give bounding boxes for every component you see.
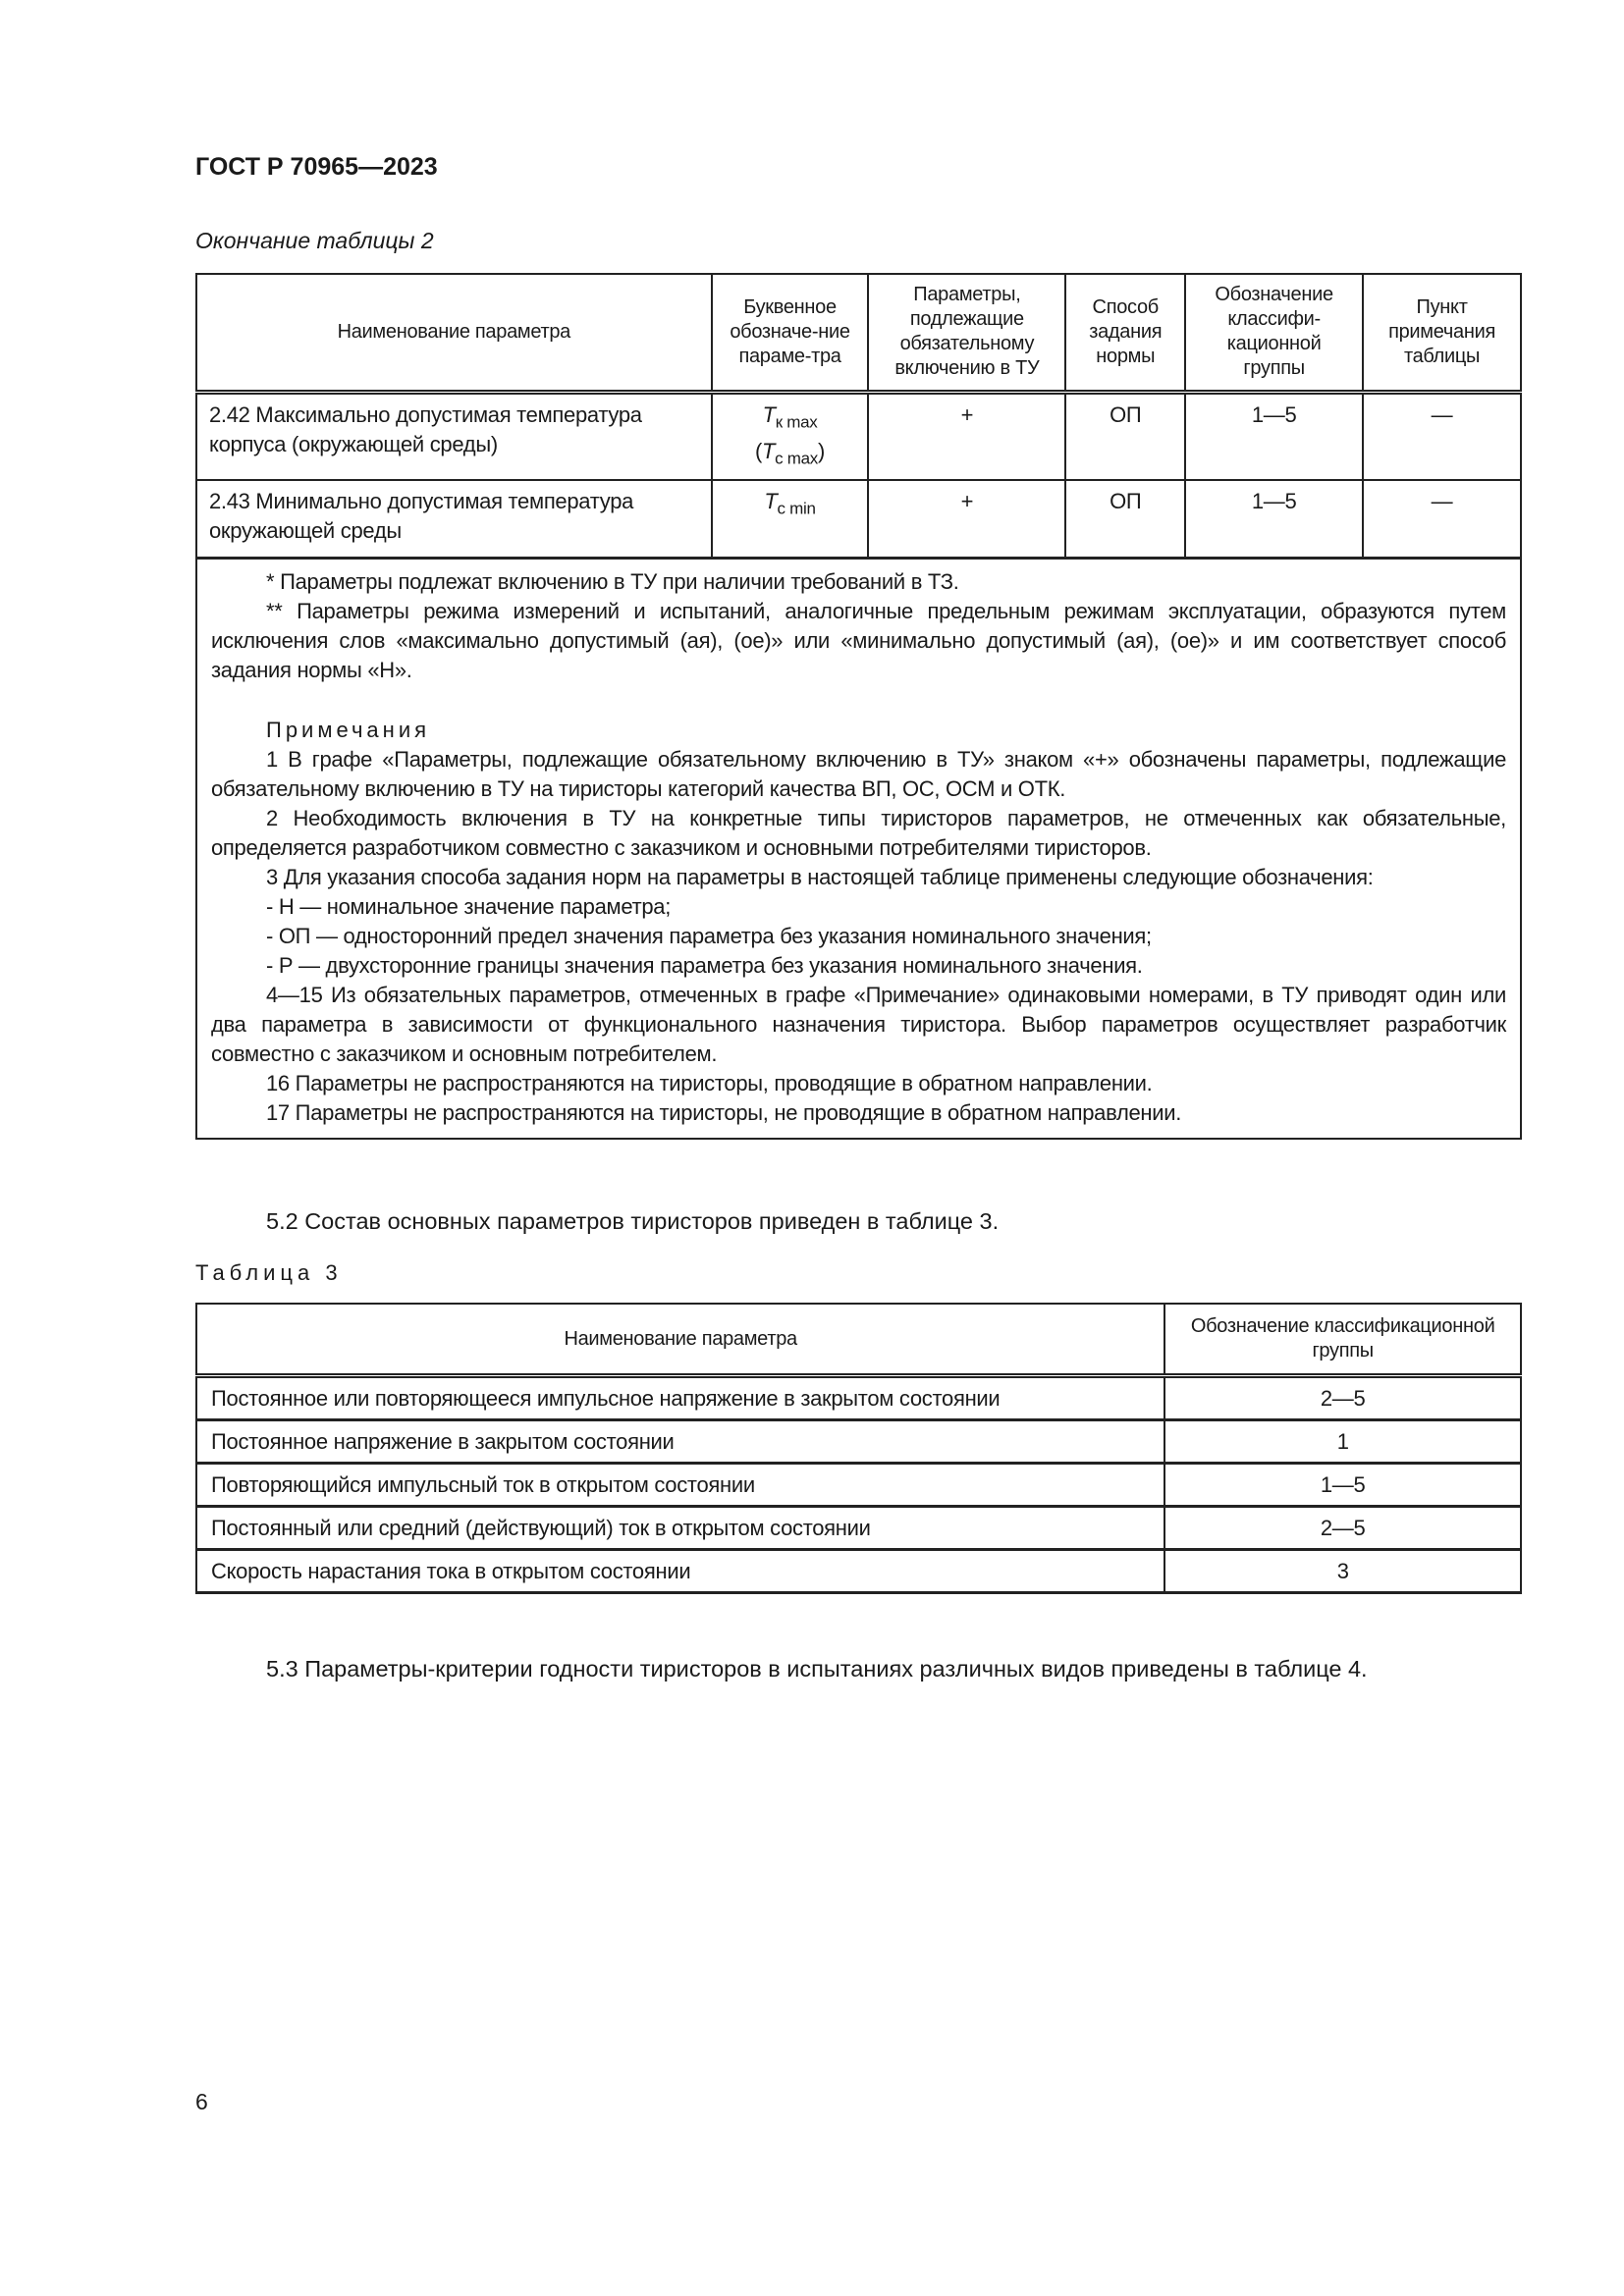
required-mark: + xyxy=(868,480,1065,558)
class-group: 2—5 xyxy=(1164,1507,1521,1550)
column-header: Пункт примечания таблицы xyxy=(1363,274,1521,392)
note: 2 Необходимость включения в ТУ на конкретные типы тиристоров параметров, не отмеченных как обязательные, определяется разработчиком совместно с заказчиком и основными потребителями тиристоров. xyxy=(211,805,1506,860)
note-ref: — xyxy=(1363,392,1521,480)
table-row xyxy=(196,1420,1521,1464)
column-header: Способ задания нормы xyxy=(1065,274,1185,392)
required-mark: + xyxy=(868,392,1065,480)
symbol-letter: T xyxy=(762,438,776,463)
column-header: Параметры, подлежащие обязательному включению в ТУ xyxy=(868,274,1065,392)
class-group: 1—5 xyxy=(1164,1464,1521,1507)
class-group: 2—5 xyxy=(1164,1376,1521,1420)
column-header: Обозначение классифи-кационной группы xyxy=(1185,274,1363,392)
parameter-name: Повторяющийся импульсный ток в открытом состоянии xyxy=(196,1464,1164,1507)
symbol-subscript: к max xyxy=(775,411,818,431)
symbol-subscript: c max xyxy=(775,449,819,468)
symbol-subscript: c min xyxy=(777,499,816,518)
class-group: 1 xyxy=(1164,1420,1521,1464)
norm-method: ОП xyxy=(1065,392,1185,480)
table-row xyxy=(196,1376,1521,1420)
column-header: Наименование параметра xyxy=(196,1304,1164,1376)
footnote: * Параметры подлежат включению в ТУ при наличии требований в ТЗ. xyxy=(266,568,959,594)
notes-title: Примечания xyxy=(266,717,431,742)
page-number: 6 xyxy=(195,2089,208,2114)
column-header: Буквенное обозначе-ние парамe-тра xyxy=(712,274,869,392)
notes-cell xyxy=(196,558,1521,1139)
table-row xyxy=(196,1464,1521,1507)
parameter-symbol xyxy=(712,480,869,558)
paragraph-5-3: 5.3 Параметры-критерии годности тиристоров в испытаниях различных видов приведены в таблице 4. xyxy=(266,1656,1368,1682)
table-header-row xyxy=(196,274,1521,392)
column-header: Наименование параметра xyxy=(196,274,712,392)
standard-header: ГОСТ Р 70965—2023 xyxy=(195,153,438,181)
symbol-letter: T xyxy=(764,489,778,514)
notes-row xyxy=(196,558,1521,1139)
parameter-name: Постоянный или средний (действующий) ток в открытом состоянии xyxy=(196,1507,1164,1550)
class-group: 1—5 xyxy=(1185,392,1363,480)
table-3-label: Таблица 3 xyxy=(195,1260,343,1285)
note: 3 Для указания способа задания норм на параметры в настоящей таблице применены следующие обозначения: xyxy=(266,864,1374,889)
paragraph-5-2: 5.2 Состав основных параметров тиристоров приведен в таблице 3. xyxy=(266,1208,1000,1234)
table-row xyxy=(196,480,1521,558)
table-2 xyxy=(195,273,1522,1140)
parameter-name: Постоянное или повторяющееся импульсное напряжение в закрытом состоянии xyxy=(196,1376,1164,1420)
table-row xyxy=(196,1507,1521,1550)
table-3 xyxy=(195,1303,1522,1594)
footnote: ** Параметры режима измерений и испытаний, аналогичные предельным режимам эксплуатации, образуются путем исключения слов «максимально допустимый (ая), (ое)» или «минимально допустимый (ая), (ое)» и им соответствует способ задания нормы «Н». xyxy=(211,598,1506,682)
parameter-symbol: $T_{к max}$ $(T_{c max})$ xyxy=(712,392,869,480)
table-header-row xyxy=(196,1304,1521,1376)
note: 16 Параметры не распространяются на тиристоры, проводящие в обратном направлении. xyxy=(266,1070,1153,1095)
parameter-name: Скорость нарастания тока в открытом состоянии xyxy=(196,1550,1164,1593)
symbol-letter: T xyxy=(762,401,776,427)
class-group: 1—5 xyxy=(1185,480,1363,558)
note: 4—15 Из обязательных параметров, отмеченных в графе «Примечание» одинаковыми номерами, в ТУ приводят один или два параметра в зависимости от функционального назначения тиристора. Выбор параметров осуществляет разработчик совместно с заказчиком и основным потребителем. xyxy=(211,982,1506,1066)
note: - Р — двухсторонние границы значения параметра без указания номинального значения. xyxy=(266,952,1143,978)
table-row xyxy=(196,392,1521,480)
class-group: 3 xyxy=(1164,1550,1521,1593)
note: 17 Параметры не распространяются на тиристоры, не проводящие в обратном направлении. xyxy=(266,1099,1182,1125)
note: 1 В графе «Параметры, подлежащие обязательному включению в ТУ» знаком «+» обозначены параметры, подлежащие обязательному включению в ТУ на тиристоры категорий качества ВП, ОС, ОСМ и ОТК. xyxy=(211,746,1506,801)
note-ref: — xyxy=(1363,480,1521,558)
note: - Н — номинальное значение параметра; xyxy=(266,893,672,919)
parameter-name: Постоянное напряжение в закрытом состоянии xyxy=(196,1420,1164,1464)
norm-method: ОП xyxy=(1065,480,1185,558)
table-row xyxy=(196,1550,1521,1593)
note: - ОП — односторонний предел значения параметра без указания номинального значения; xyxy=(266,923,1152,948)
column-header: Обозначение классификационной группы xyxy=(1164,1304,1521,1376)
parameter-name: 2.42 Максимально допустимая температура корпуса (окружающей среды) xyxy=(196,392,712,480)
table-continuation-caption: Окончание таблицы 2 xyxy=(195,228,434,253)
parameter-name: 2.43 Минимально допустимая температура окружающей среды xyxy=(196,480,712,558)
